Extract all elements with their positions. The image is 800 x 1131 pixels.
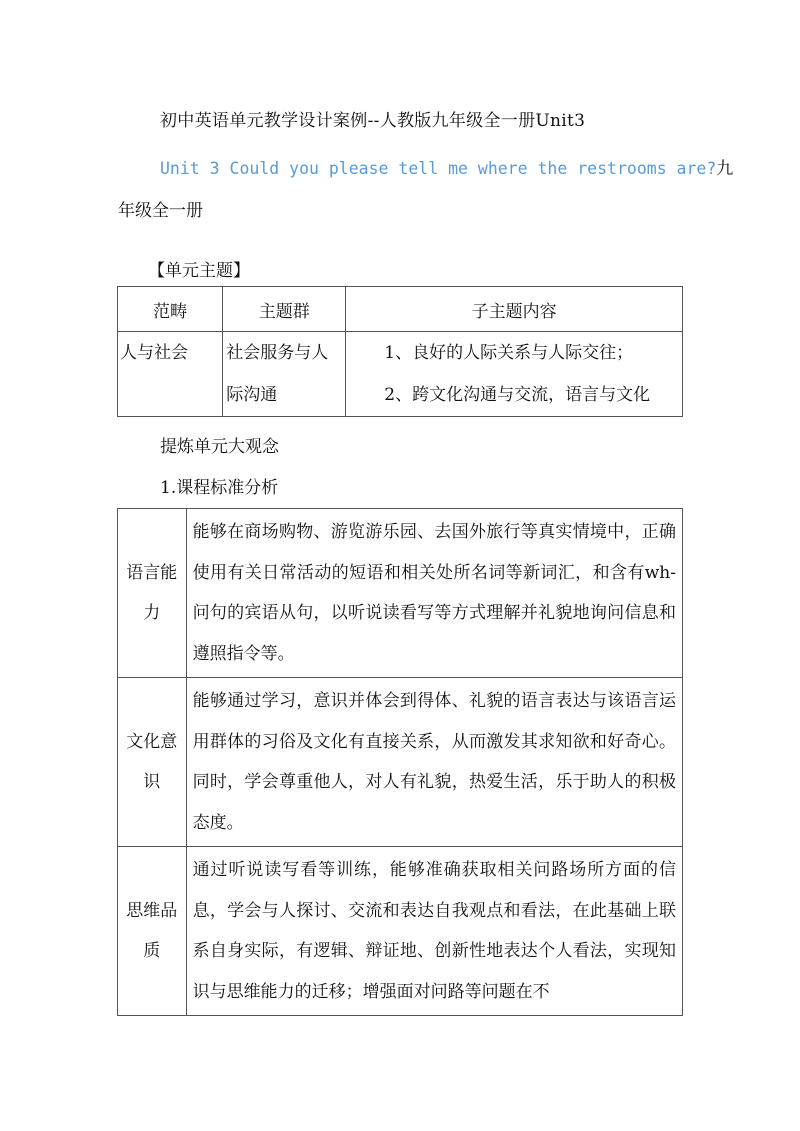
standard-description: 能够在商场购物、游览游乐园、去国外旅行等真实情境中，正确使用有关日常活动的短语和相关处所名词等新词汇，和含有wh-问句的宾语从句，以听说读看写等方式理解并礼貌地询问信息和遵照指令等。 <box>186 509 682 678</box>
unit-theme-table <box>117 286 683 417</box>
cell-theme-group <box>223 332 346 417</box>
unit-subtitle-chinese-tail: 九 <box>716 159 734 179</box>
standard-label: 思维品质 <box>118 847 187 1016</box>
table-row <box>118 332 683 417</box>
curriculum-standards-table <box>117 508 683 1016</box>
document-title: 初中英语单元教学设计案例--人教版九年级全一册Unit3 <box>160 111 586 131</box>
standard-label: 文化意识 <box>118 678 187 847</box>
unit-subtitle-english: Unit 3 Could you please tell me where the restrooms are? <box>160 159 717 178</box>
curriculum-standard-subheading: 1.课程标准分析 <box>160 478 279 498</box>
unit-subtitle <box>160 154 733 179</box>
cell-sub-theme <box>346 332 683 417</box>
cell-category <box>118 332 223 417</box>
table-row <box>118 678 683 847</box>
standard-label: 语言能力 <box>118 509 187 678</box>
header-category: 范畴 <box>118 287 223 332</box>
standard-description: 通过听说读写看等训练，能够准确获取相关问路场所方面的信息，学会与人探讨、交流和表达自我观点和看法，在此基础上联系自身实际，有逻辑、辩证地、创新性地表达个人看法，实现知识与思维能力的迁移；增强面对问路等问题在不 <box>186 847 682 1016</box>
unit-theme-heading: 【单元主题】 <box>148 261 250 281</box>
category-text: 人与社会 <box>120 343 188 363</box>
unit-subtitle-line2: 年级全一册 <box>118 201 203 221</box>
table-row <box>118 509 683 678</box>
sub-theme-item: 1、良好的人际关系与人际交往； <box>384 343 634 363</box>
header-theme-group: 主题群 <box>223 287 346 332</box>
header-sub-theme: 子主题内容 <box>346 287 683 332</box>
table-row <box>118 847 683 1016</box>
big-idea-heading: 提炼单元大观念 <box>160 437 279 457</box>
standard-description: 能够通过学习，意识并体会到得体、礼貌的语言表达与该语言运用群体的习俗及文化有直接关系，从而激发其求知欲和好奇心。同时，学会尊重他人，对人有礼貌，热爱生活，乐于助人的积极态度。 <box>186 678 682 847</box>
sub-theme-item: 2、跨文化沟通与交流，语言与文化 <box>384 385 651 405</box>
table-header-row <box>118 287 683 332</box>
theme-group-text: 社会服务与人际沟通 <box>226 343 329 405</box>
